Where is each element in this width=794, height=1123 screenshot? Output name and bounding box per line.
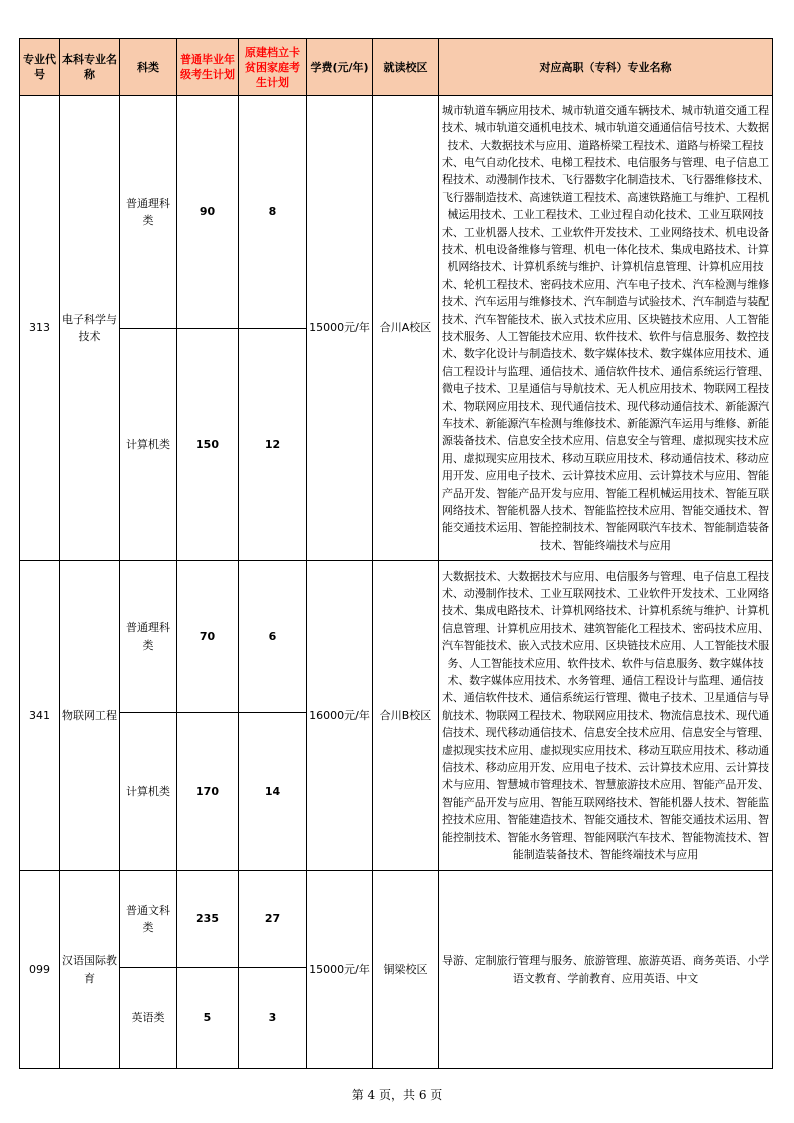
plan-poor: 12 <box>239 329 307 561</box>
campus: 合川B校区 <box>373 561 439 871</box>
tuition: 15000元/年 <box>307 871 373 1069</box>
tuition: 15000元/年 <box>307 96 373 561</box>
vocational-majors: 大数据技术、大数据技术与应用、电信服务与管理、电子信息工程技术、动漫制作技术、工业互联网技术、工业软件开发技术、工业网络技术、集成电路技术、计算机网络技术、计算机系统与维护、计算机信息管理、计算机应用技术、建筑智能化工程技术、密码技术应用、汽车智能技术、嵌入式技术应用、区块链技术应用、人工智能技术服务、人工智能技术应用、软件技术、软件与信息服务、数字媒体技术、数字媒体应用技术、水务管理、通信工程设计与监理、通信技术、通信软件技术、通信系统运行管理、微电子技术、卫星通信与导航技术、物联网工程技术、物联网应用技术、物流信息技术、现代通信技术、现代移动通信技术、信息安全技术应用、信息安全与管理、虚拟现实技术应用、虚拟现实应用技术、移动互联应用技术、移动通信技术、移动应用开发、应用电子技术、云计算技术应用、云计算技术与应用、智慧城市管理技术、智慧旅游技术应用、智能产品开发、智能产品开发与应用、智能互联网络技术、智能机器人技术、智能监控技术应用、智能建造技术、智能交通技术、智能交通技术运用、智能控制技术、智能水务管理、智能网联汽车技术、智能物流技术、智能制造装备技术、智能终端技术与应用 <box>439 561 773 871</box>
plan-general: 90 <box>177 96 239 329</box>
header-row <box>20 39 773 96</box>
tuition: 16000元/年 <box>307 561 373 871</box>
vocational-majors: 导游、定制旅行管理与服务、旅游管理、旅游英语、商务英语、小学语文教育、学前教育、应用英语、中文 <box>439 871 773 1069</box>
header-campus: 就读校区 <box>373 39 439 96</box>
table-row <box>20 96 773 329</box>
major-name: 汉语国际教育 <box>60 871 120 1069</box>
category: 计算机类 <box>120 329 177 561</box>
header-major: 本科专业名称 <box>60 39 120 96</box>
plan-poor: 8 <box>239 96 307 329</box>
plan-poor: 6 <box>239 561 307 713</box>
campus: 铜梁校区 <box>373 871 439 1069</box>
plan-poor: 3 <box>239 968 307 1069</box>
plan-general: 235 <box>177 871 239 968</box>
category: 普通理科类 <box>120 96 177 329</box>
table-row <box>20 871 773 968</box>
major-code: 099 <box>20 871 60 1069</box>
category: 普通文科类 <box>120 871 177 968</box>
plan-general: 70 <box>177 561 239 713</box>
vocational-majors: 城市轨道车辆应用技术、城市轨道交通车辆技术、城市轨道交通工程技术、城市轨道交通机电技术、城市轨道交通通信信号技术、大数据技术、大数据技术与应用、道路桥梁工程技术、道路与桥梁工程技术、电气自动化技术、电梯工程技术、电信服务与管理、电子信息工程技术、动漫制作技术、飞行器数字化制造技术、飞行器维修技术、飞行器制造技术、高速铁道工程技术、高速铁路施工与维护、工程机械运用技术、工业工程技术、工业过程自动化技术、工业互联网技术、工业机器人技术、工业软件开发技术、工业网络技术、机电设备技术、机电设备维修与管理、机电一体化技术、集成电路技术、计算机网络技术、计算机系统与维护、计算机信息管理、计算机应用技术、轮机工程技术、密码技术应用、汽车电子技术、汽车检测与维修技术、汽车运用与维修技术、汽车制造与试验技术、汽车制造与装配技术、汽车智能技术、嵌入式技术应用、区块链技术应用、人工智能技术服务、人工智能技术应用、软件技术、软件与信息服务、数控技术、数字化设计与制造技术、数字媒体技术、数字媒体应用技术、通信工程设计与监理、通信技术、通信软件技术、通信系统运行管理、微电子技术、卫星通信与导航技术、无人机应用技术、物联网工程技术、物联网应用技术、现代通信技术、现代移动通信技术、新能源汽车技术、新能源汽车检测与维修技术、新能源汽车运用与维修、新能源装备技术、信息安全技术应用、信息安全与管理、虚拟现实技术应用、虚拟现实应用技术、移动互联应用技术、移动通信技术、移动应用开发、应用电子技术、云计算技术应用、云计算技术与应用、智能产品开发、智能产品开发与应用、智能工程机械运用技术、智能互联网络技术、智能机器人技术、智能监控技术应用、智能交通技术、智能交通技术运用、智能控制技术、智能网联汽车技术、智能制造装备技术、智能终端技术与应用 <box>439 96 773 561</box>
major-name: 物联网工程 <box>60 561 120 871</box>
header-category: 科类 <box>120 39 177 96</box>
campus: 合川A校区 <box>373 96 439 561</box>
header-plan-poor: 原建档立卡贫困家庭考生计划 <box>239 39 307 96</box>
category: 计算机类 <box>120 713 177 871</box>
major-code: 313 <box>20 96 60 561</box>
plan-poor: 14 <box>239 713 307 871</box>
header-plan-general: 普通毕业年级考生计划 <box>177 39 239 96</box>
category: 英语类 <box>120 968 177 1069</box>
plan-poor: 27 <box>239 871 307 968</box>
enrollment-plan-table <box>19 38 773 1069</box>
category: 普通理科类 <box>120 561 177 713</box>
plan-general: 170 <box>177 713 239 871</box>
header-code: 专业代号 <box>20 39 60 96</box>
major-code: 341 <box>20 561 60 871</box>
table-row <box>20 561 773 713</box>
header-tuition: 学费(元/年) <box>307 39 373 96</box>
header-vocational: 对应高职（专科）专业名称 <box>439 39 773 96</box>
major-name: 电子科学与技术 <box>60 96 120 561</box>
page-footer: 第 4 页，共 6 页 <box>351 1088 443 1102</box>
plan-general: 150 <box>177 329 239 561</box>
plan-general: 5 <box>177 968 239 1069</box>
